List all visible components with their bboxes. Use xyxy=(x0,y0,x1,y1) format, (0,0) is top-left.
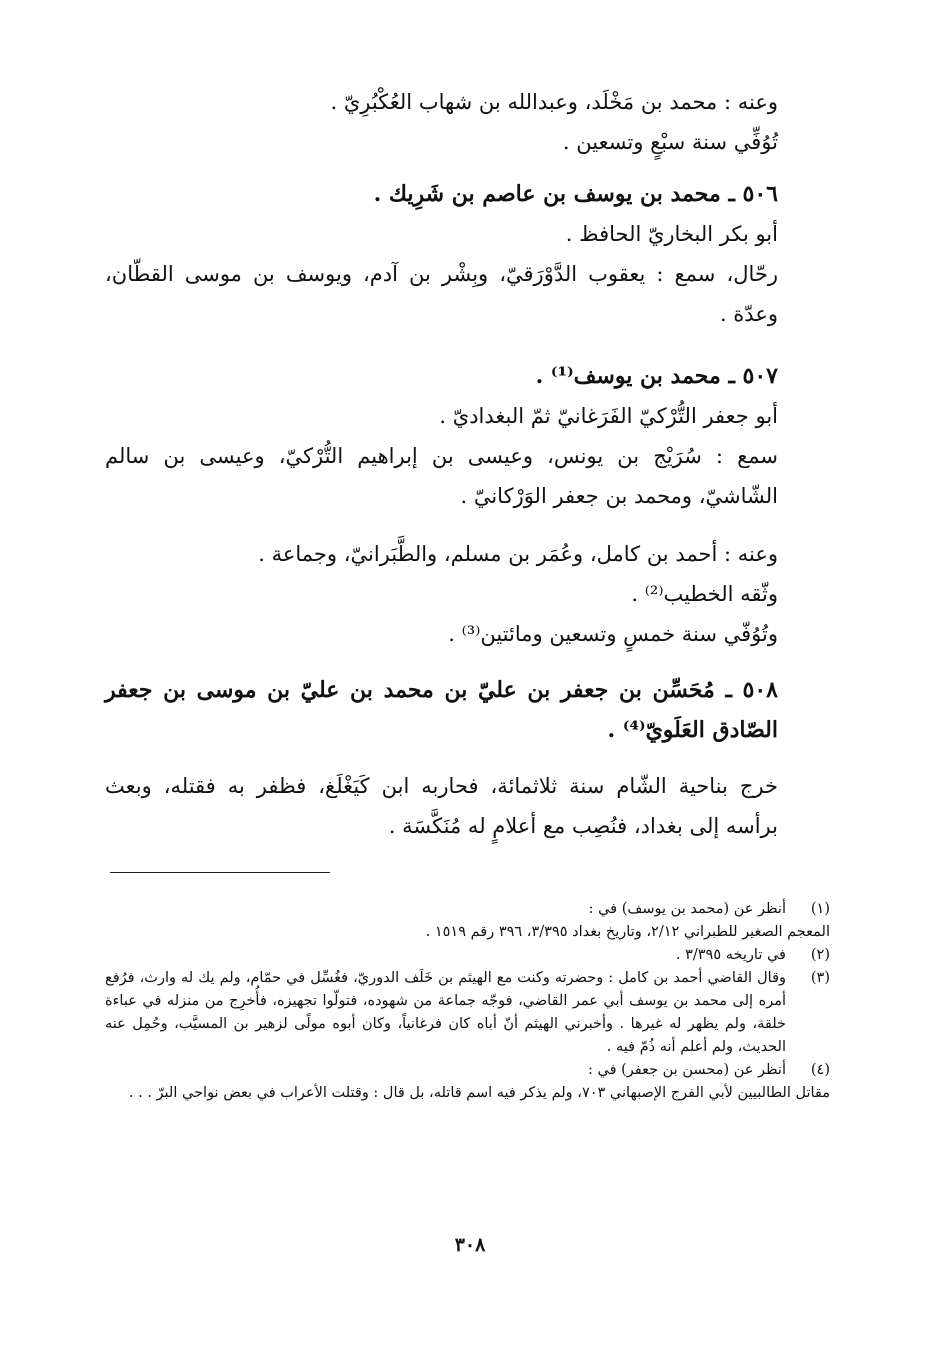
death-line: تُوُفِّي سنة سبْعٍ وتسعين . xyxy=(562,130,778,154)
teachers-paragraph: سمع : سُرَيْج بن يونس، وعيسى بن إبراهيم التُّرْكيّ، وعيسى بن سالم الشّاشيّ، ومحمد بن جعفر الوَرْكانيّ . xyxy=(105,444,778,508)
entry-507-cont xyxy=(105,534,830,654)
kunya-line: أبو بكر البخاريّ الحافظ . xyxy=(565,222,778,246)
narrators-line: وعنه : أحمد بن كامل، وعُمَر بن مسلم، والطَّبَرانيّ، وجماعة . xyxy=(258,542,778,566)
entry-508 xyxy=(105,670,830,750)
reliability-line: وثّقه الخطيب⁽²⁾ . xyxy=(631,582,778,606)
narrators-line: وعنه : محمد بن مَخْلَد، وعبدالله بن شهاب العُكْبُرِيّ . xyxy=(330,90,778,114)
footnote-number: (٣) xyxy=(810,970,830,986)
entry-506 xyxy=(105,174,830,334)
footnote-text: أنظر عن (محمد بن يوسف) في : xyxy=(588,901,786,917)
footnote-text: أنظر عن (محسن بن جعفر) في : xyxy=(588,1062,786,1078)
footnote-number: (٢) xyxy=(810,947,830,963)
entry-508-body xyxy=(105,766,830,846)
footnote-continuation: مقاتل الطالبيين لأبي الفرج الإصبهاني ٧٠٣، ولم يذكر فيه اسم قاتله، بل قال : وقتلت الأعراب في بعض نواحي البرّ . . . xyxy=(128,1085,830,1101)
footnote-3 xyxy=(105,967,830,1059)
footnote-number: (١) xyxy=(810,901,830,917)
footnote-text: في تاريخه ٣/٣٩٥ . xyxy=(675,947,786,963)
biography-paragraph: خرج بناحية الشّام سنة ثلاثمائة، فحاربه ابن كَيَغْلَغ، فظفر به فقتله، وبعث برأسه إلى بغداد، فنُصِب مع أعلامٍ له مُنَكَّسَة . xyxy=(105,774,778,838)
footnote-4 xyxy=(105,1059,830,1082)
entry-507 xyxy=(105,356,830,516)
entry-heading-506: ٥٠٦ ـ محمد بن يوسف بن عاصم بن شَرِيك . xyxy=(373,181,778,207)
entry-heading-508: ٥٠٨ ـ مُحَسِّن بن جعفر بن عليّ بن محمد بن عليّ بن موسى بن جعفر الصّادق العَلَويّ⁽⁴⁾ . xyxy=(105,677,778,743)
entry-505-tail xyxy=(105,82,830,162)
footnote-2 xyxy=(105,944,830,967)
entry-heading-507: ٥٠٧ ـ محمد بن يوسف⁽¹⁾ . xyxy=(535,363,778,389)
page-number: ٣٠٨ xyxy=(454,1234,486,1256)
footnotes xyxy=(105,898,830,1105)
footnote-number: (٤) xyxy=(810,1062,830,1078)
footnote-continuation: المعجم الصغير للطبراني ٢/١٢، وتاريخ بغداد ٣/٣٩٥، ٣٩٦ رقم ١٥١٩ . xyxy=(425,924,830,940)
teachers-paragraph: رحّال، سمع : يعقوب الدَّوْرَقيّ، وبِشْر بن آدم، ويوسف بن موسى القطّان، وعدّة . xyxy=(105,262,778,326)
kunya-line: أبو جعفر التُّرْكيّ الفَرَغانيّ ثمّ البغداديّ . xyxy=(439,404,778,428)
footnote-separator xyxy=(110,872,330,873)
footnote-text: وقال القاضي أحمد بن كامل : وحضرته وكنت مع الهيثم بن خَلَف الدوريّ، فغُسِّل في حمّام، ولم يك له وارث، فرُفع أمره إلى محمد بن يوسف أبي عمر القاضي، فوجّه جماعة من شهوده، فتولّوا تجهيزه، فأُخرِج من منزله في عباءة خلقة، ولم يظهر له غيرها . وأخبرني الهيثم أنّ أباه كان فرغانياً، وكان أبوه مولًى لزهير بن المسيَّب، وحُمِل عنه الحديث، ولم أعلم أنه ذُمّ فيه . xyxy=(105,970,786,1055)
death-line: وتُوُفّي سنة خمسٍ وتسعين ومائتين⁽³⁾ . xyxy=(448,622,778,646)
footnote-1 xyxy=(105,898,830,921)
